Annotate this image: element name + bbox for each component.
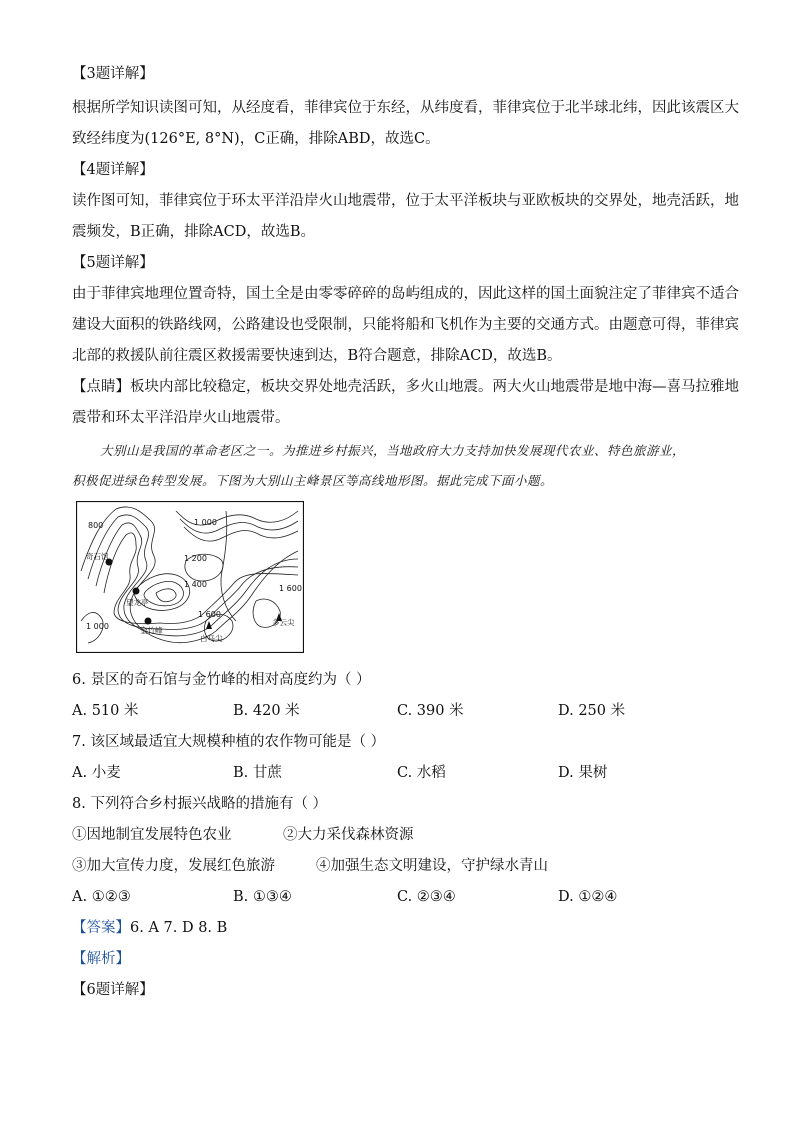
tip-line-1 <box>72 377 739 397</box>
q8-option-d: D. ①②④ <box>558 889 618 905</box>
analysis-tag: 【解析】 <box>72 951 130 967</box>
q7-option-a: A. 小麦 <box>72 765 121 781</box>
answer-text: 6. A 7. D 8. B <box>130 920 228 936</box>
q8-option-b: B. ①③④ <box>233 889 292 905</box>
tip-title: 【点睛】 <box>72 379 130 395</box>
q7-option-d: D. 果树 <box>558 765 608 781</box>
place-wanglongting: 望龙亭 <box>126 598 149 607</box>
contour-map <box>76 501 304 653</box>
q5-title: 【5题详解】 <box>72 255 154 271</box>
q4-line-2: 震频发，B正确，排除ACD，故选B。 <box>72 224 316 240</box>
place-jinzhufeng: 金竹峰 <box>140 626 163 635</box>
tip-line-2: 震带和环太平洋沿岸火山地震带。 <box>72 410 290 426</box>
q4-line-1: 读作图可知，菲律宾位于环太平洋沿岸火山地震带，位于太平洋板块与亚欧板块的交界处，地壳活跃，地 <box>72 193 739 209</box>
map-label-800: 800 <box>88 521 104 530</box>
place-baimajian: 白马尖 <box>200 634 223 643</box>
q8-option-a: A. ①②③ <box>72 889 131 905</box>
q5-line-2: 建设大面积的铁路线网，公路建设也受限制，只能将船和飞机作为主要的交通方式。由题意可得，菲律宾 <box>72 317 739 333</box>
place-duoyunjian: 多云尖 <box>272 618 295 627</box>
place-qishiguan: 奇石馆 <box>86 552 109 561</box>
map-label-1000-top: 1 000 <box>194 518 217 527</box>
q6-option-d: D. 250 米 <box>558 703 626 719</box>
q3-line-2: 致经纬度为(126°E, 8°N)，C正确，排除ABD，故选C。 <box>72 131 440 147</box>
place-marker-jinzhufeng <box>145 618 152 625</box>
answer-tag: 【答案】 <box>72 920 130 936</box>
q4-title: 【4题详解】 <box>72 162 154 178</box>
q8-item-4: ④加强生态文明建设，守护绿水青山 <box>316 858 548 874</box>
map-label-1400: 1 400 <box>184 580 207 589</box>
q8-item-1: ①因地制宜发展特色农业 <box>72 827 232 843</box>
q8-item-3: ③加大宣传力度，发展红色旅游 <box>72 858 275 874</box>
q8-stem: 8. 下列符合乡村振兴战略的措施有（ ） <box>72 796 328 812</box>
q3-title: 【3题详解】 <box>72 66 154 82</box>
q7-option-b: B. 甘蔗 <box>233 765 282 781</box>
q7-stem: 7. 该区域最适宜大规模种植的农作物可能是（ ） <box>72 734 386 750</box>
q6-stem: 6. 景区的奇石馆与金竹峰的相对高度约为（ ） <box>72 672 371 688</box>
q5-line-3: 北部的救援队前往震区救援需要快速到达，B符合题意，排除ACD，故选B。 <box>72 348 562 364</box>
map-label-1000-left: 1 000 <box>86 622 109 631</box>
q6-option-a: A. 510 米 <box>72 703 139 719</box>
map-label-1600-center: 1 600 <box>198 610 221 619</box>
q7-option-c: C. 水稻 <box>397 765 446 781</box>
map-label-1600-right: 1 600 <box>279 584 302 593</box>
intro-line-2: 积极促进绿色转型发展。下图为大别山主峰景区等高线地形图。据此完成下面小题。 <box>72 473 554 488</box>
tip-text-1: 板块内部比较稳定，板块交界处地壳活跃，多火山地震。两大火山地震带是地中海—喜马拉雅地 <box>130 379 739 395</box>
intro-line-1: 大别山是我国的革命老区之一。为推进乡村振兴，当地政府大力支持加快发展现代农业、特色旅游业， <box>100 443 686 458</box>
place-marker-wanglongting <box>133 588 140 595</box>
q5-line-1: 由于菲律宾地理位置奇特，国土全是由零零碎碎的岛屿组成的，因此这样的国土面貌注定了菲律宾不适合 <box>72 286 739 302</box>
q6-detail-title: 【6题详解】 <box>72 982 154 998</box>
map-label-1200: 1 200 <box>184 554 207 563</box>
q8-item-2: ②大力采伐森林资源 <box>283 827 414 843</box>
answer-line <box>72 918 227 938</box>
q6-option-c: C. 390 米 <box>397 703 464 719</box>
q3-line-1: 根据所学知识读图可知，从经度看，菲律宾位于东经，从纬度看，菲律宾位于北半球北纬，因此该震区大 <box>72 100 739 116</box>
q6-option-b: B. 420 米 <box>233 703 300 719</box>
q8-option-c: C. ②③④ <box>397 889 456 905</box>
